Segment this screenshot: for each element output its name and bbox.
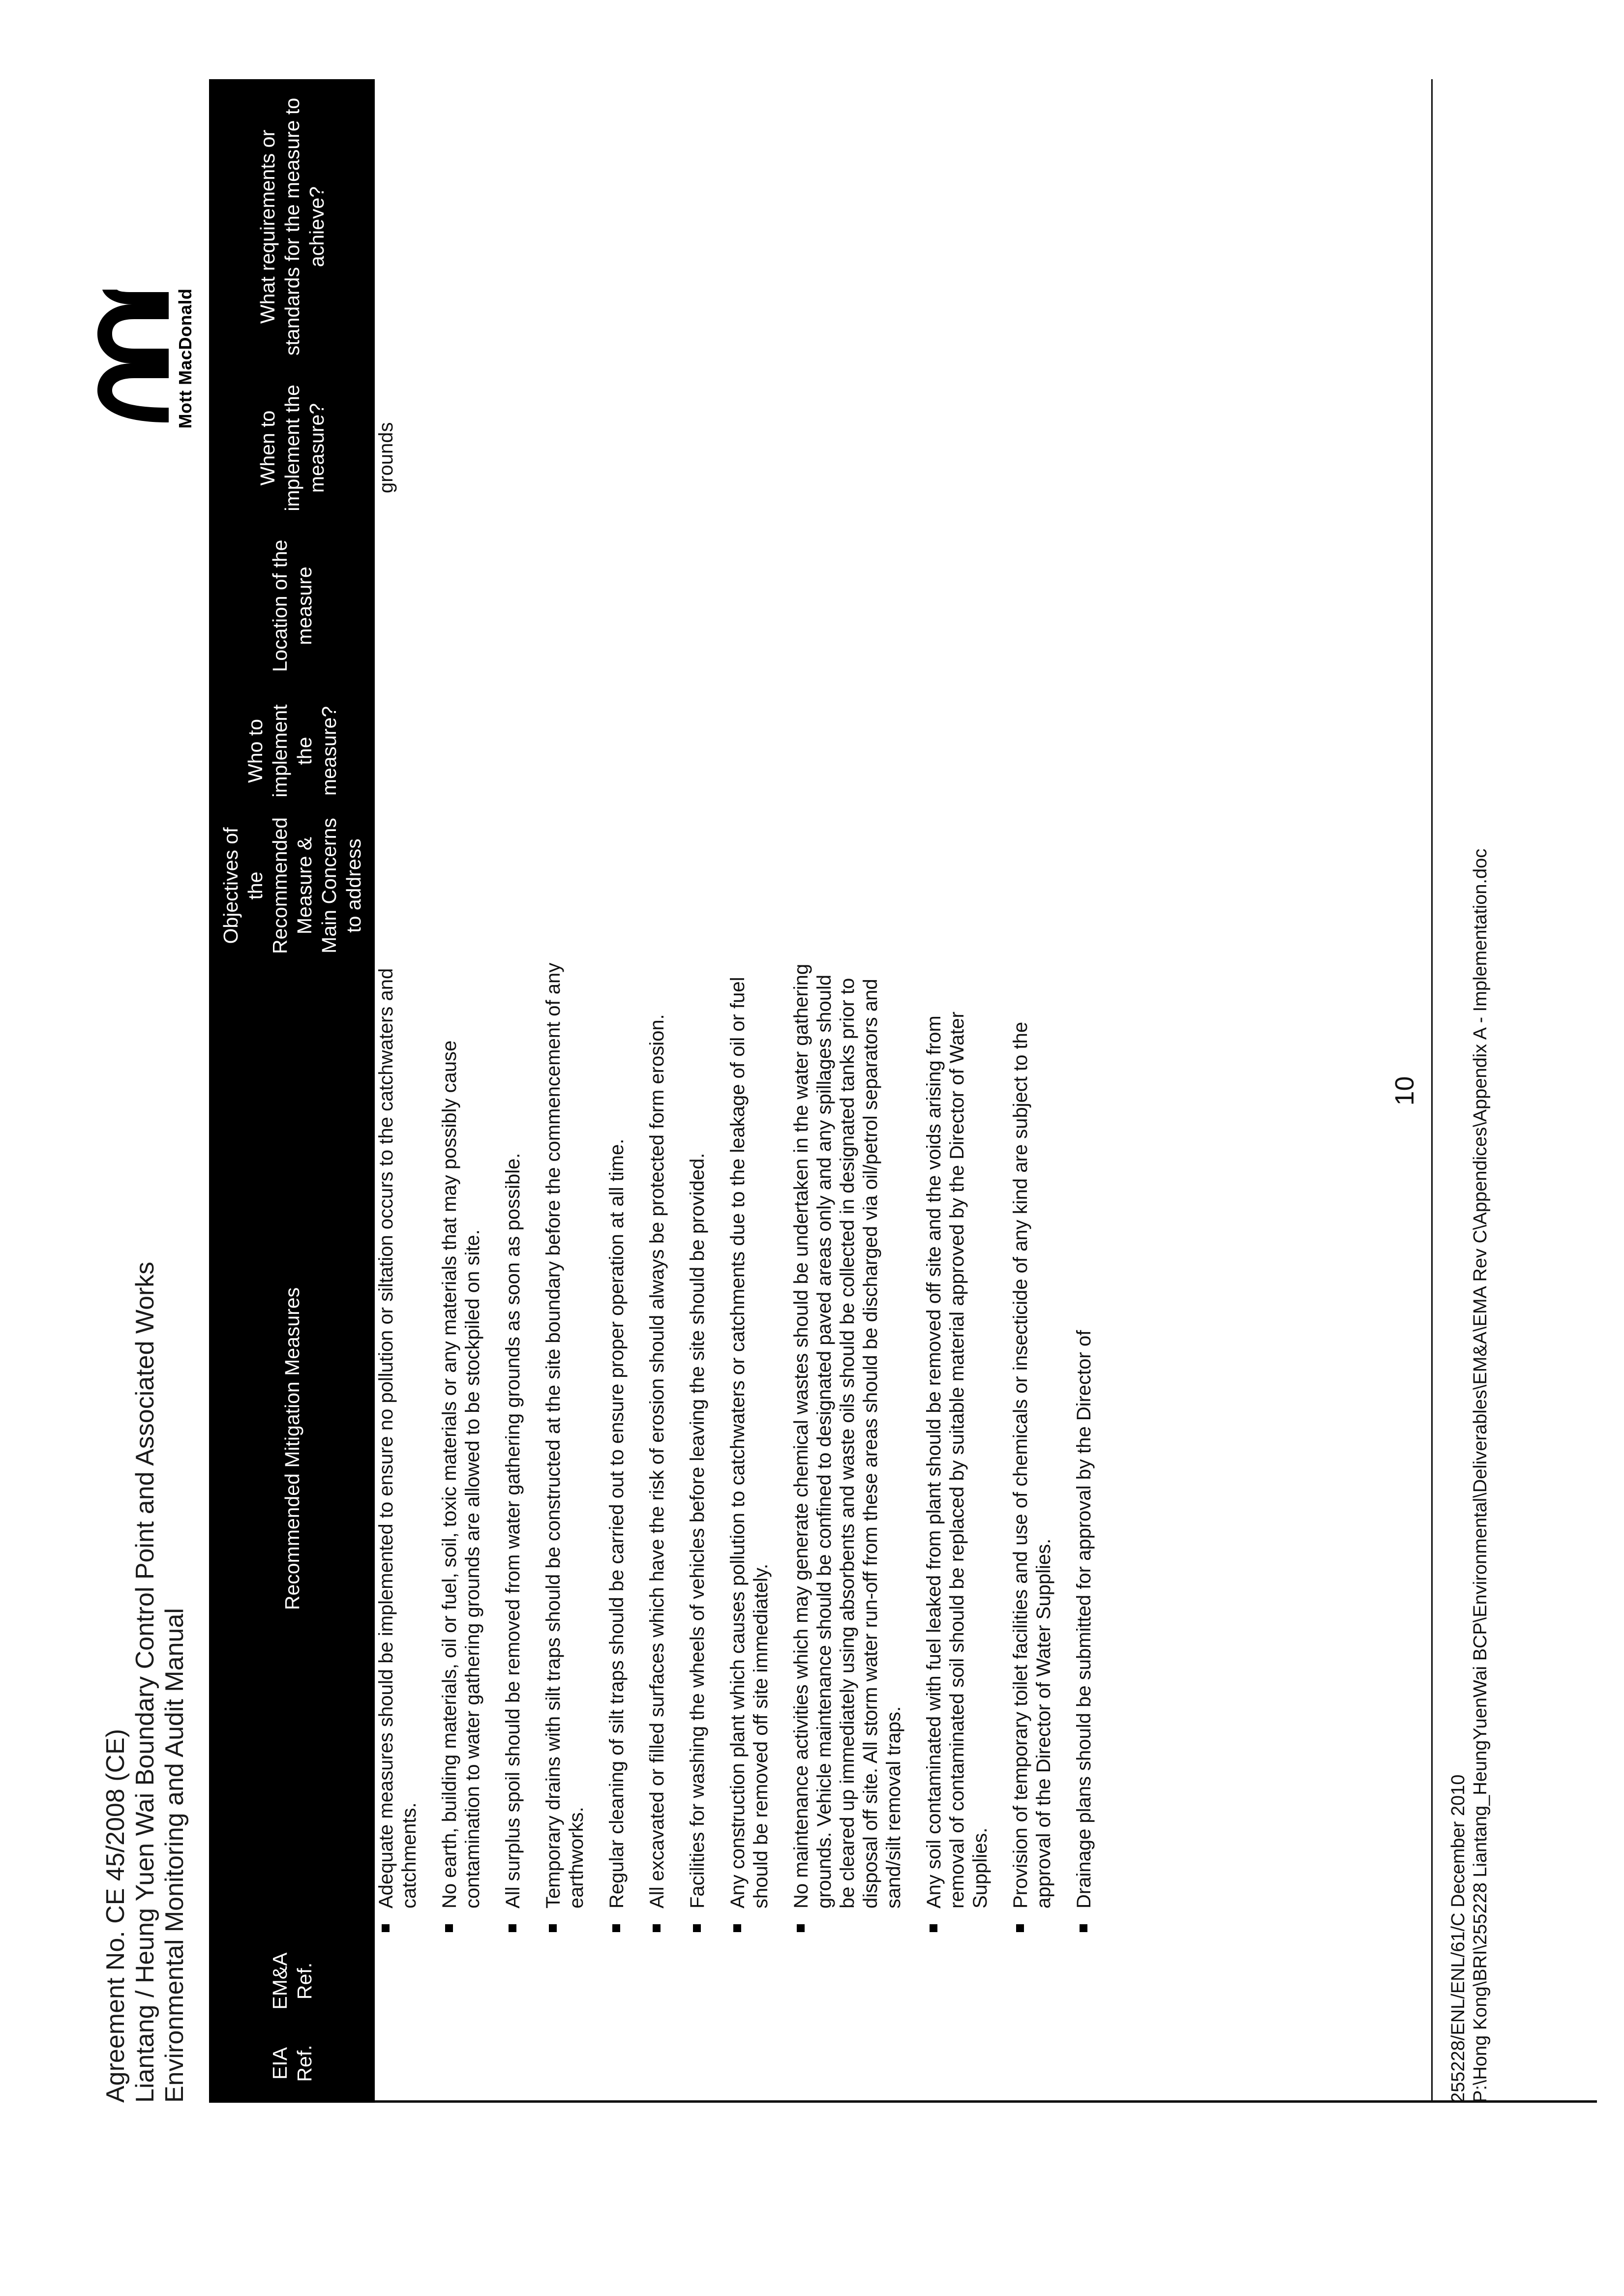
measures-list [375, 959, 1113, 1938]
bullet-icon [930, 1924, 937, 1932]
header-location: Location of the measure [268, 539, 316, 672]
list-item [646, 959, 669, 1938]
header-objectives: Objectives of the Recommended Measure & Main Concerns to address [219, 817, 365, 954]
mott-macdonald-logo [88, 285, 201, 432]
measure-text: No earth, building materials, oil or fuel, soil, toxic materials or any materials that may possibly cause contamination to water gathering grounds are allowed to be stockpiled on site. [439, 1040, 483, 1908]
location-cell: grounds [375, 422, 397, 493]
list-item [375, 959, 421, 1938]
bullet-icon [382, 1924, 390, 1932]
measure-text: Temporary drains with silt traps should be constructed at the site boundary before the commencement of any earthworks. [542, 962, 587, 1908]
mitigation-measures-table [209, 79, 1555, 2103]
table-header-row [209, 79, 375, 2103]
measure-text: Provision of temporary toilet facilities and use of chemicals or insecticide of any kind are subject to the approval of the Director of Water Supplies. [1010, 1021, 1054, 1908]
measure-text: No maintenance activities which may generate chemical wastes should be undertaken in the water gathering grounds. Vehicle maintenance should be confined to designated paved areas only and any spillages should be cleared up immediately using absorbents and waste oils should be collected in designated tanks prior to disposal off site. All storm water run-off from these areas should be discharged via oil/petrol separators and sand/silt removal traps. [790, 963, 904, 1908]
bullet-icon [445, 1924, 453, 1932]
logo-wordmark: Mott MacDonald [175, 288, 195, 429]
mott-macdonald-logo-icon [88, 285, 171, 432]
measure-text: Adequate measures should be implemented to ensure no pollution or siltation occurs to the catchwaters and catchments. [375, 968, 420, 1908]
header-who-to-implement: Who to implement the measure? [243, 704, 340, 798]
bullet-icon [612, 1924, 620, 1932]
header-eia-ref: EIA Ref. [268, 2045, 316, 2082]
list-item [542, 959, 588, 1938]
list-item [790, 959, 905, 1938]
bullet-icon [509, 1924, 516, 1932]
header-recommended-measures: Recommended Mitigation Measures [280, 1287, 303, 1610]
list-item [686, 959, 709, 1938]
document-reference: 255228/ENL/ENL/61/C December 2010 [1448, 1774, 1469, 2103]
bullet-icon [1080, 1924, 1087, 1932]
bullet-icon [1016, 1924, 1024, 1932]
page-number: 10 [1390, 1076, 1419, 1106]
measure-text: Drainage plans should be submitted for approval by the Director of [1073, 1330, 1095, 1908]
manual-title: Environmental Monitoring and Audit Manual [160, 1608, 189, 2103]
measure-text: All excavated or filled surfaces which have the risk of erosion should always be protected form erosion. [646, 1014, 668, 1908]
measure-text: Any construction plant which causes pollution to catchwaters or catchments due to the leakage of oil or fuel should be removed off site immediately. [727, 977, 772, 1908]
bullet-icon [653, 1924, 661, 1932]
list-item [605, 959, 629, 1938]
bullet-icon [797, 1924, 805, 1932]
header-ema-ref: EM&A Ref. [268, 1952, 316, 2010]
list-item [1009, 959, 1055, 1938]
measure-text: Regular cleaning of silt traps should be carried out to ensure proper operation at all time. [606, 1138, 628, 1908]
header-requirements: What requirements or standards for the measure to achieve? [256, 97, 328, 356]
list-item [923, 959, 992, 1938]
list-item [1073, 959, 1096, 1938]
table-body [375, 79, 1555, 2103]
bullet-icon [693, 1924, 701, 1932]
measure-text: All surplus spoil should be removed from water gathering grounds as soon as possible. [502, 1153, 524, 1908]
list-item [502, 959, 525, 1938]
bullet-icon [549, 1924, 557, 1932]
bullet-icon [733, 1924, 741, 1932]
header-when-to-implement: When to implement the measure? [256, 385, 328, 511]
measure-text: Any soil contaminated with fuel leaked from plant should be removed off site and the voids arising from removal of contaminated soil should be replaced by suitable material approved by the Director of Water Supplies. [923, 1012, 991, 1908]
list-item [438, 959, 484, 1938]
file-path: P:\Hong Kong\BRI\255228 Liantang_HeungYuenWai BCP\Environmental\Deliverables\EM&A\EMA Rev C\Appendices\Appendix A - Implementation.doc [1470, 848, 1491, 2103]
agreement-number: Agreement No. CE 45/2008 (CE) [101, 1729, 130, 2103]
document-header [101, 627, 189, 2103]
document-footer [1390, 79, 1492, 2103]
project-title: Liantang / Heung Yuen Wai Boundary Control Point and Associated Works [131, 1261, 159, 2103]
footer-divider [1431, 79, 1433, 2103]
measure-text: Facilities for washing the wheels of vehicles before leaving the site should be provided. [687, 1153, 708, 1908]
list-item [726, 959, 773, 1938]
